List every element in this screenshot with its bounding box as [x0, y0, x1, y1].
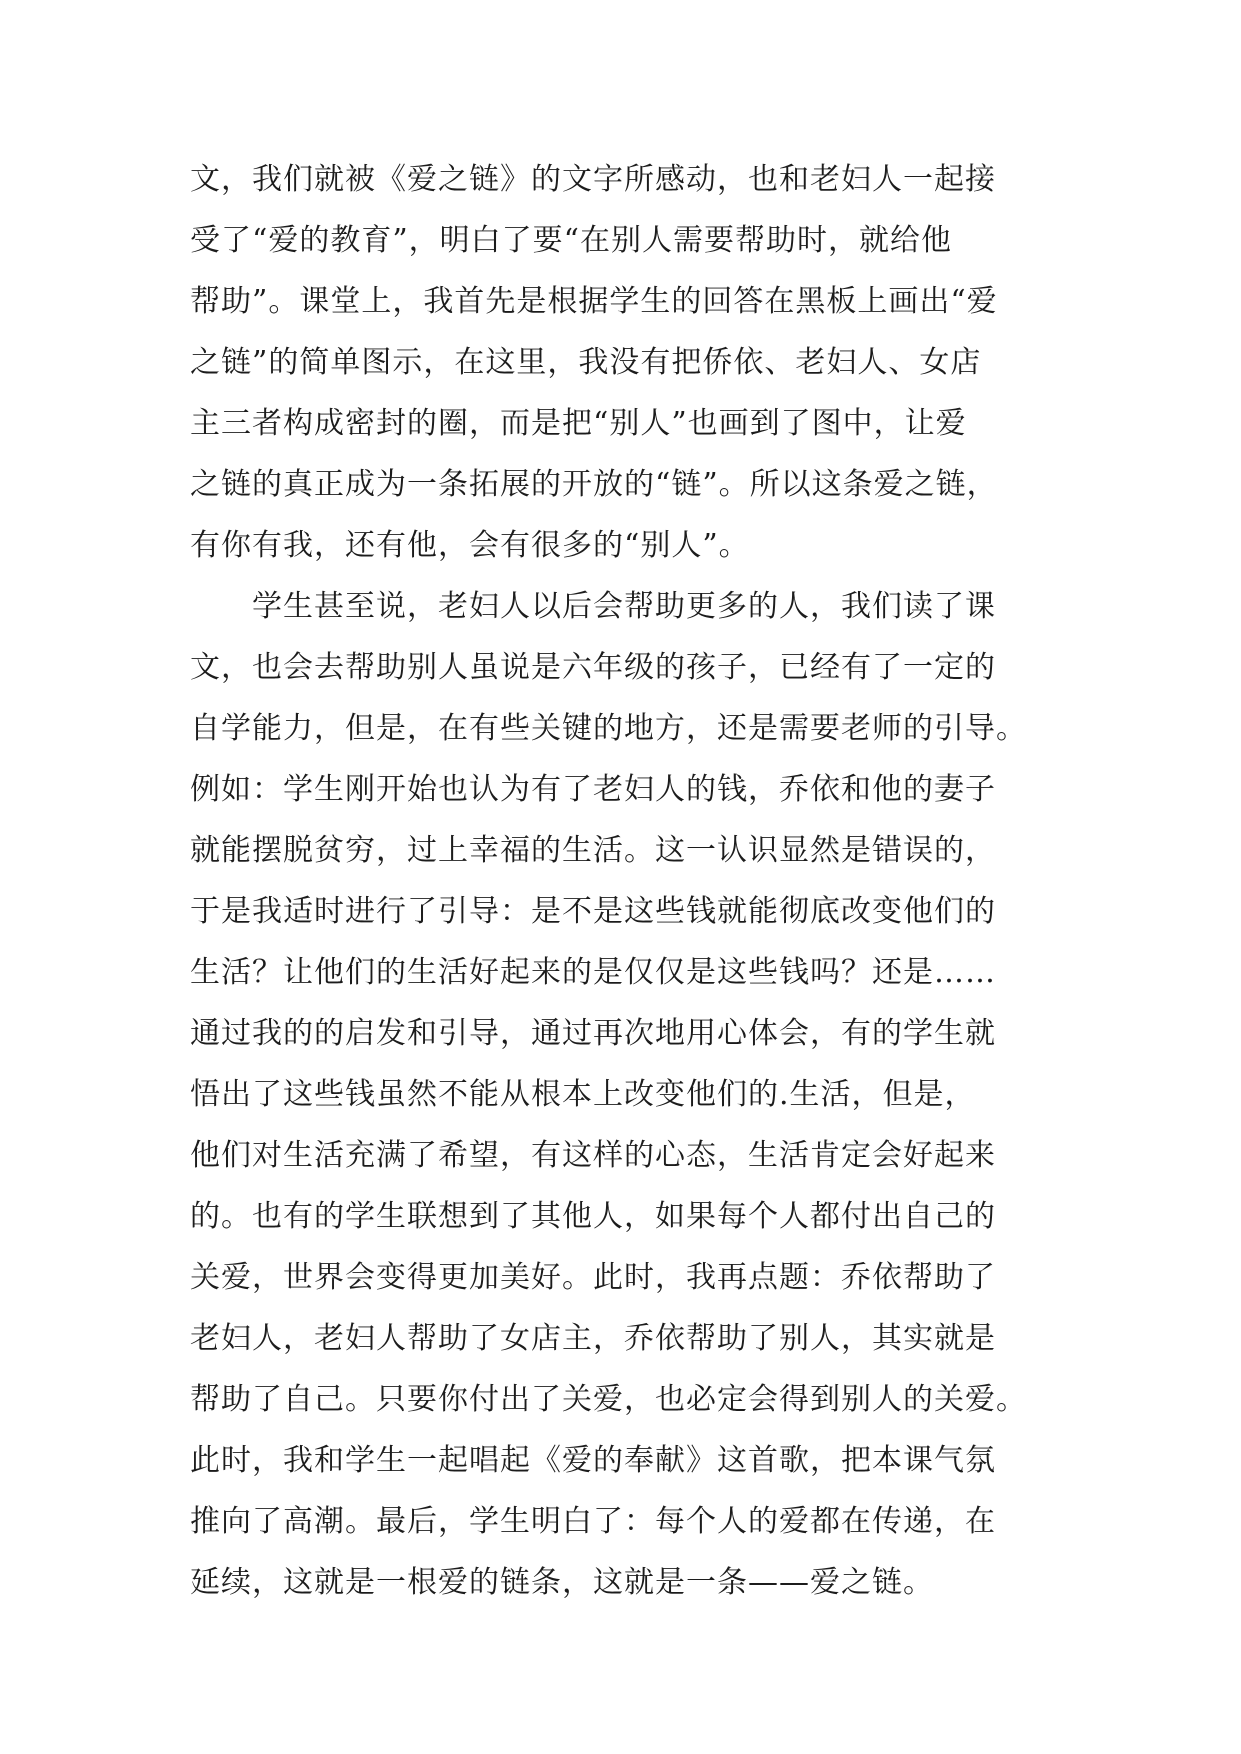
- text-line: 帮助”。课堂上，我首先是根据学生的回答在黑板上画出“爱: [190, 284, 998, 319]
- text-line: 之链”的简单图示，在这里，我没有把侨依、老妇人、女店: [190, 345, 982, 380]
- text-line: 例如：学生刚开始也认为有了老妇人的钱，乔依和他的妻子: [190, 772, 996, 807]
- text-line: 之链的真正成为一条拓展的开放的“链”。所以这条爱之链，: [190, 467, 998, 502]
- text-line: 关爱，世界会变得更加美好。此时，我再点题：乔依帮助了: [190, 1260, 996, 1295]
- text-line: 推向了高潮。最后，学生明白了：每个人的爱都在传递，在: [190, 1504, 996, 1539]
- text-line: 于是我适时进行了引导：是不是这些钱就能彻底改变他们的: [190, 894, 996, 929]
- text-line: 文，我们就被《爱之链》的文字所感动，也和老妇人一起接: [190, 162, 996, 197]
- text-line: 悟出了这些钱虽然不能从根本上改变他们的.生活，但是，: [190, 1077, 976, 1112]
- text-line: 的。也有的学生联想到了其他人，如果每个人都付出自己的: [190, 1199, 996, 1234]
- text-line: 此时，我和学生一起唱起《爱的奉献》这首歌，把本课气氛: [190, 1443, 996, 1478]
- text-line: 延续，这就是一根爱的链条，这就是一条——爱之链。: [190, 1565, 934, 1600]
- text-line: 帮助了自己。只要你付出了关爱，也必定会得到别人的关爱。: [190, 1382, 1027, 1417]
- text-line: 老妇人，老妇人帮助了女店主，乔依帮助了别人，其实就是: [190, 1321, 996, 1356]
- text-line: 自学能力，但是，在有些关键的地方，还是需要老师的引导。: [190, 711, 1027, 746]
- text-line: 就能摆脱贫穷，过上幸福的生活。这一认识显然是错误的，: [190, 833, 996, 868]
- text-line: 通过我的的启发和引导，通过再次地用心体会，有的学生就: [190, 1016, 996, 1051]
- paragraph-start-line: 学生甚至说，老妇人以后会帮助更多的人，我们读了课: [190, 589, 996, 624]
- text-line: 文，也会去帮助别人虽说是六年级的孩子，已经有了一定的: [190, 650, 996, 685]
- text-line: 主三者构成密封的圈，而是把“别人”也画到了图中，让爱: [190, 406, 967, 441]
- text-line: 受了“爱的教育”，明白了要“在别人需要帮助时，就给他: [190, 223, 953, 258]
- text-line: 他们对生活充满了希望，有这样的心态，生活肯定会好起来: [190, 1138, 996, 1173]
- text-line: 有你有我，还有他，会有很多的“别人”。: [190, 528, 750, 563]
- text-line: 生活？让他们的生活好起来的是仅仅是这些钱吗？还是……: [190, 955, 996, 990]
